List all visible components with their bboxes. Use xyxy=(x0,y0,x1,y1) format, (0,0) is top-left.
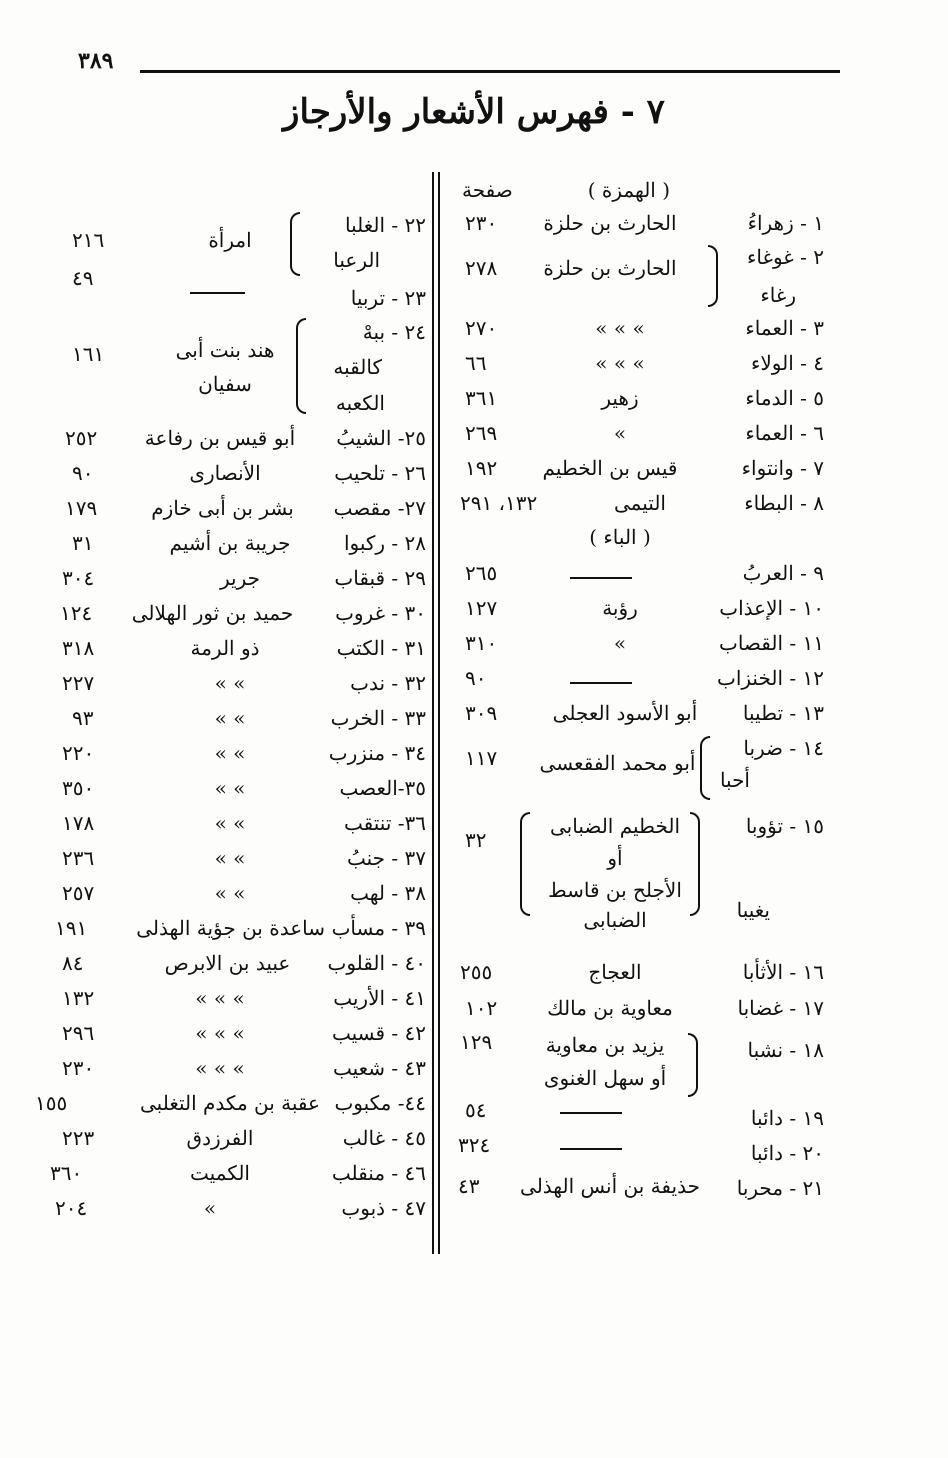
entry-rhyme: كالقبه xyxy=(333,355,382,379)
entry-poet: « « « xyxy=(195,986,245,1010)
entry-poet: « « xyxy=(214,776,246,800)
entry-rhyme: ٥ - الدماء xyxy=(745,386,824,410)
page-number: ٣٨٩ xyxy=(78,48,114,74)
entry-page: ٩٠ xyxy=(465,666,487,690)
entry-rhyme: ٢٤ - ببهْ xyxy=(362,320,426,344)
entry-poet: العجاج xyxy=(588,960,642,984)
entry-poet: عبيد بن الابرص xyxy=(164,951,291,975)
entry-page: ١٢٩ xyxy=(460,1030,493,1054)
entry-page: ٢٦٥ xyxy=(465,561,498,585)
entry-rhyme: ٤٢ - قسيب xyxy=(331,1021,426,1045)
entry-rhyme: ٧ - وانتواء xyxy=(741,456,824,480)
entry-rhyme: ٦ - العماء xyxy=(745,421,824,445)
entry-page: ٩٠ xyxy=(72,461,94,485)
entry-poet: حميد بن ثور الهلالى xyxy=(131,601,294,625)
entry-page: ٦٦ xyxy=(465,351,487,375)
entry-rhyme: ١٦ - الأثأبا xyxy=(742,960,824,984)
header-rule xyxy=(140,70,840,73)
entry-rhyme: ١٠ - الإعذاب xyxy=(719,596,824,620)
entry-rhyme: ٤٤- مكبوب xyxy=(334,1091,426,1115)
entry-poet: عقبة بن مكدم التغلبى xyxy=(140,1091,320,1115)
entry-rhyme: ٣٥-العصب xyxy=(339,776,426,800)
column-divider-right xyxy=(438,172,440,1254)
entry-poet: « xyxy=(613,631,627,655)
entry-rhyme: ٣ - العماء xyxy=(745,316,824,340)
entry-page: ٢١٦ xyxy=(72,228,105,252)
grouping-brace xyxy=(690,812,700,916)
entry-rhyme: ٤٦ - منقلب xyxy=(331,1161,426,1185)
entry-page: ٢٢٧ xyxy=(62,671,95,695)
entry-page: ٣٠٩ xyxy=(465,701,498,725)
entry-poet: الحارث بن حلزة xyxy=(543,211,677,235)
grouping-brace xyxy=(520,812,530,916)
entry-page: ٨٤ xyxy=(62,951,84,975)
entry-poet: ذو الرمة xyxy=(190,636,260,660)
entry-poet: « « xyxy=(214,881,246,905)
blank-poet-dash xyxy=(570,577,632,579)
section-heading-ba: ( الباء ) xyxy=(589,525,651,549)
entry-rhyme: ١٧ - غضابا xyxy=(737,996,824,1020)
entry-poet: أبو محمد الفقعسى xyxy=(539,751,696,775)
grouping-brace xyxy=(290,212,300,276)
entry-poet: أبو الأسود العجلى xyxy=(552,701,698,725)
entry-poet: حذيفة بن أنس الهذلى xyxy=(520,1174,700,1198)
entry-poet: « « xyxy=(214,846,246,870)
entry-poet: قيس بن الخطيم xyxy=(542,456,678,480)
entry-page: ٣٠٤ xyxy=(62,566,95,590)
entry-rhyme: ٩ - العربُ xyxy=(742,561,824,585)
entry-rhyme: ١١ - القصاب xyxy=(719,631,824,655)
entry-page: ١١٧ xyxy=(465,746,498,770)
entry-rhyme: ٢٢ - الغلبا xyxy=(344,213,426,237)
entry-rhyme: ٤٠ - القلوب xyxy=(327,951,426,975)
entry-page: ٢٣٠ xyxy=(62,1056,95,1080)
entry-page: ٣٥٠ xyxy=(62,776,95,800)
entry-poet: سفيان xyxy=(198,372,252,396)
entry-page: ١٩٢ xyxy=(465,456,498,480)
entry-rhyme: يغيبا xyxy=(736,898,770,922)
entry-poet: « « « xyxy=(595,316,645,340)
page-column-label: صفحة xyxy=(462,178,513,202)
entry-poet: « xyxy=(203,1196,217,1220)
entry-poet: التيمى xyxy=(614,491,666,515)
entry-page: ٢٦٩ xyxy=(465,421,498,445)
entry-poet: جريبة بن أشيم xyxy=(169,531,291,555)
entry-poet: امرأة xyxy=(208,228,252,252)
entry-poet: هند بنت أبى xyxy=(175,338,275,362)
entry-page: ٥٤ xyxy=(465,1098,487,1122)
grouping-brace xyxy=(700,736,710,800)
entry-rhyme: ١٢ - الخنزاب xyxy=(717,666,824,690)
entry-rhyme: ٢٨ - ركبوا xyxy=(343,531,426,555)
entry-poet: الأنصارى xyxy=(189,461,261,485)
entry-page: ٤٣ xyxy=(458,1174,480,1198)
blank-poet-dash xyxy=(560,1112,622,1114)
entry-page: ٣١ xyxy=(72,531,94,555)
entry-rhyme: ٢٦ - تلحيب xyxy=(334,461,426,485)
entry-page: ١٧٨ xyxy=(62,811,95,835)
entry-rhyme: ٨ - البطاء xyxy=(744,491,824,515)
entry-page: ٢٠٤ xyxy=(55,1196,88,1220)
entry-poet: الحارث بن حلزة xyxy=(543,256,677,280)
entry-page: ٢٣٠ xyxy=(465,211,498,235)
entry-rhyme: ٣١ - الكتب xyxy=(336,636,426,660)
entry-rhyme: ٢٠ - دائبا xyxy=(750,1141,824,1165)
entry-rhyme: ١٨ - نشبا xyxy=(747,1038,824,1062)
entry-rhyme: ٣٣ - الخرب xyxy=(330,706,426,730)
entry-rhyme: ٣٢ - ندب xyxy=(350,671,426,695)
entry-poet: بشر بن أبى خازم xyxy=(151,496,294,520)
entry-rhyme: أحبا xyxy=(719,768,750,792)
entry-page: ١٥٥ xyxy=(35,1091,68,1115)
entry-rhyme: الكعبه xyxy=(335,391,385,415)
entry-page: ٢٩٦ xyxy=(62,1021,95,1045)
entry-rhyme: ٢٣ - تربيا xyxy=(350,286,426,310)
page-title: ٧ - فهرس الأشعار والأرجاز xyxy=(283,92,665,132)
entry-poet: الأجلح بن قاسط xyxy=(548,878,682,902)
entry-poet: أو سهل الغنوى xyxy=(543,1066,667,1090)
entry-rhyme: الرعبا xyxy=(333,248,380,272)
entry-page: ١٧٩ xyxy=(65,496,98,520)
entry-rhyme: ٤٥ - غالب xyxy=(342,1126,426,1150)
entry-page: ٢٥٢ xyxy=(65,426,98,450)
section-heading-hamza: ( الهمزة ) xyxy=(587,178,670,202)
entry-rhyme: ١٥ - تؤوبا xyxy=(745,814,824,838)
entry-rhyme: ٣٤ - منزرب xyxy=(328,741,426,765)
entry-rhyme: ١٣ - تطيبا xyxy=(742,701,824,725)
entry-rhyme: ٢١ - محربا xyxy=(736,1176,824,1200)
entry-rhyme: رغاء xyxy=(760,283,796,307)
entry-page: ٣٢ xyxy=(465,828,487,852)
entry-page: ٢٣٦ xyxy=(62,846,95,870)
entry-rhyme: ١ - زهراءُ xyxy=(747,211,824,235)
entry-rhyme: ٤٣ - شعيب xyxy=(332,1056,426,1080)
entry-page: ١٢٧ xyxy=(465,596,498,620)
entry-poet: « « xyxy=(214,671,246,695)
entry-rhyme: ٢٩ - قبقاب xyxy=(334,566,426,590)
entry-page: ٩٣ xyxy=(72,706,94,730)
entry-poet: « « xyxy=(214,741,246,765)
entry-rhyme: ٢٧- مقصب xyxy=(333,496,426,520)
entry-page: ٣٢٤ xyxy=(458,1133,491,1157)
entry-poet: أبو قيس بن رفاعة xyxy=(144,426,296,450)
entry-page: ٣٦٠ xyxy=(50,1161,83,1185)
entry-poet: أو xyxy=(607,846,623,870)
entry-page: ٢٥٧ xyxy=(62,881,95,905)
entry-poet: « xyxy=(613,421,627,445)
entry-page: ١٦١ xyxy=(72,342,105,366)
entry-page: ١٣٢، ٢٩١ xyxy=(460,491,538,515)
grouping-brace xyxy=(708,245,718,307)
entry-rhyme: ٣٧ - جنبُ xyxy=(347,846,426,870)
entry-page: ١٩١ xyxy=(55,916,88,940)
entry-page: ٣١٠ xyxy=(465,631,498,655)
entry-poet: « « xyxy=(214,811,246,835)
entry-rhyme: ٣٩ - مسأب xyxy=(331,916,426,940)
entry-poet: الضبابى xyxy=(583,908,647,932)
grouping-brace xyxy=(296,318,306,414)
entry-page: ٣١٨ xyxy=(62,636,95,660)
entry-poet: ساعدة بن جؤية الهذلى xyxy=(136,916,325,940)
entry-poet: « « « xyxy=(195,1056,245,1080)
entry-rhyme: ٤١ - الأريب xyxy=(333,986,426,1010)
entry-poet: زهير xyxy=(601,386,639,410)
entry-poet: « « « xyxy=(595,351,645,375)
entry-rhyme: ١٤ - ضربا xyxy=(743,736,824,760)
entry-page: ٤٩ xyxy=(72,266,94,290)
entry-rhyme: ٣٦- تنتقب xyxy=(344,811,426,835)
entry-poet: رؤبة xyxy=(602,596,638,620)
entry-page: ٢٢٣ xyxy=(62,1126,95,1150)
entry-rhyme: ١٩ - دائبا xyxy=(750,1106,824,1130)
entry-rhyme: ٣٨ - لهب xyxy=(350,881,426,905)
column-divider-left xyxy=(432,172,434,1254)
entry-poet: جرير xyxy=(220,566,260,590)
entry-rhyme: ٣٠ - غروب xyxy=(335,601,426,625)
entry-page: ١٣٢ xyxy=(62,986,95,1010)
entry-page: ١٠٢ xyxy=(465,996,498,1020)
entry-page: ٣٦١ xyxy=(465,386,498,410)
entry-poet: « « xyxy=(214,706,246,730)
grouping-brace xyxy=(688,1033,698,1097)
blank-poet-dash xyxy=(560,1148,622,1150)
entry-rhyme: ٤٧ - ذبوب xyxy=(341,1196,426,1220)
blank-poet-dash xyxy=(190,292,245,294)
entry-rhyme: ٢٥- الشيبُ xyxy=(336,426,426,450)
entry-page: ١٢٤ xyxy=(60,601,93,625)
entry-poet: يزيد بن معاوية xyxy=(545,1033,665,1057)
entry-page: ٢٧٨ xyxy=(465,256,498,280)
entry-poet: الكميت xyxy=(190,1161,250,1185)
entry-poet: الفرزدق xyxy=(186,1126,254,1150)
entry-page: ٢٧٠ xyxy=(465,316,498,340)
entry-page: ٢٢٠ xyxy=(62,741,95,765)
entry-poet: معاوية بن مالك xyxy=(547,996,673,1020)
entry-page: ٢٥٥ xyxy=(460,960,493,984)
entry-rhyme: ٤ - الولاء xyxy=(750,351,824,375)
entry-poet: « « « xyxy=(195,1021,245,1045)
blank-poet-dash xyxy=(570,682,632,684)
entry-poet: الخطيم الضبابى xyxy=(549,814,681,838)
entry-rhyme: ٢ - غوغاء xyxy=(747,245,824,269)
